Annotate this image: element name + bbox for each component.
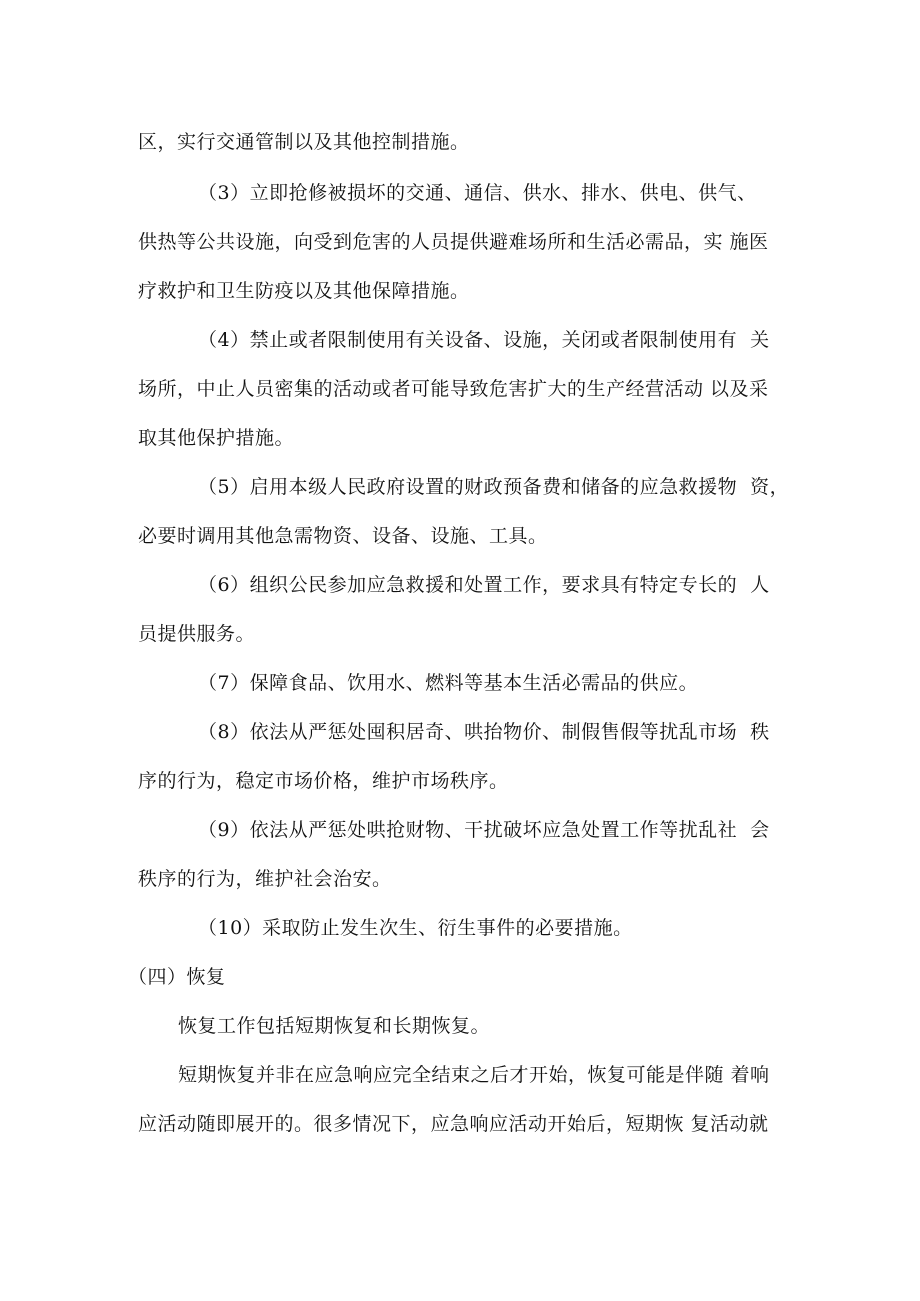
text-line: 员提供服务。 [138,623,256,645]
section-heading: （四）恢复 [128,966,226,988]
text-line: 场所，中止人员密集的活动或者可能导致危害扩大的生产经营活动 以及采 [138,378,769,400]
text-line: 必要时调用其他急需物资、设备、设施、工具。 [138,525,548,547]
text-line: 疗救护和卫生防疫以及其他保障措施。 [138,280,470,302]
text-line: （7）保障食品、饮用水、燃料等基本生活必需品的供应。 [198,672,699,694]
text-line: （10）采取防止发生次生、衍生事件的必要措施。 [198,917,633,939]
text-line: （9）依法从严惩处哄抢财物、干扰破坏应急处置工作等扰乱社 会 [198,819,770,841]
text-line: （6）组织公民参加应急救援和处置工作，要求具有特定专长的 人 [198,574,770,596]
text-line: 恢复工作包括短期恢复和长期恢复。 [178,1015,491,1037]
text-line: （5）启用本级人民政府设置的财政预备费和储备的应急救援物 资， [198,476,790,498]
text-line: （3）立即抢修被损坏的交通、通信、供水、排水、供电、供气、 [198,182,757,204]
text-line: 序的行为，稳定市场价格，维护市场秩序。 [138,770,509,792]
text-line: （8）依法从严惩处囤积居奇、哄抬物价、制假售假等扰乱市场 秩 [198,721,770,743]
text-line: 短期恢复并非在应急响应完全结束之后才开始，恢复可能是伴随 着响 [178,1064,770,1086]
text-line: 供热等公共设施，向受到危害的人员提供避难场所和生活必需品，实 施医 [138,231,769,253]
text-line: 取其他保护措施。 [138,427,295,449]
text-line: 应活动随即展开的。很多情况下，应急响应活动开始后，短期恢 复活动就 [138,1113,769,1135]
text-line: （4）禁止或者限制使用有关设备、设施，关闭或者限制使用有 关 [198,329,770,351]
text-line: 区，实行交通管制以及其他控制措施。 [138,131,470,153]
text-line: 秩序的行为，维护社会治安。 [138,868,392,890]
